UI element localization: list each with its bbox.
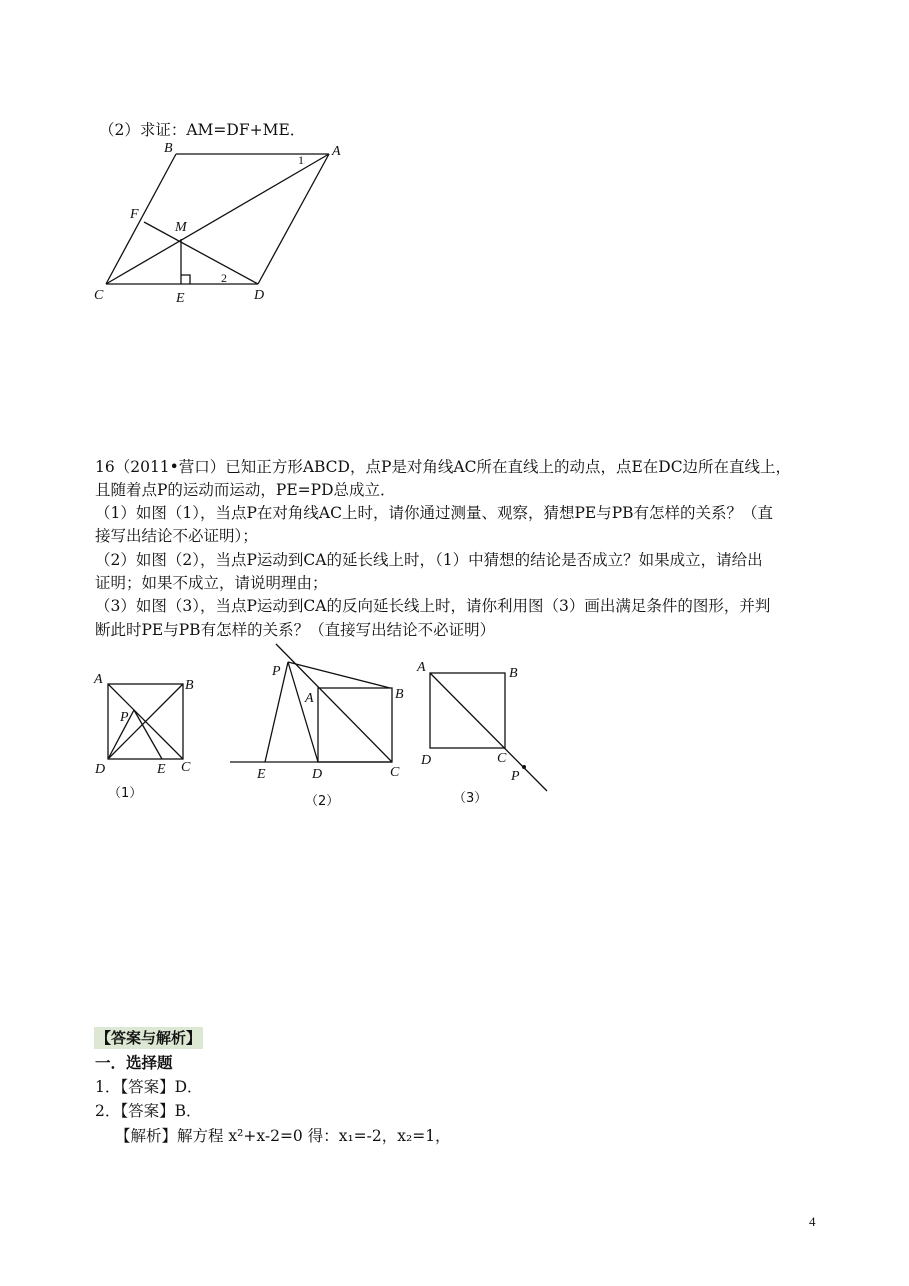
label-B: B [164,141,173,156]
fig1-label-B: B [185,678,194,693]
q16-line5: （2）如图（2），当点P运动到CA的延长线上时，（1）中猜想的结论是否成立？如果成立，请给出 [95,551,763,569]
q16-line6: 证明；如果不成立，请说明理由； [95,574,328,592]
answer-2-analysis: 【解析】解方程 x²+x-2=0 得：x₁=-2，x₂=1， [115,1127,451,1145]
fig2-label-D: D [312,767,323,782]
q15-part2-text: （2）求证：AM=DF+ME． [99,121,306,139]
fig2-label-A: A [305,691,314,706]
segment-AD [258,154,329,284]
label-2: 2 [221,271,227,285]
q16-line7: （3）如图（3），当点P运动到CA的反向延长线上时，请你利用图（3）画出满足条件的图形，并判 [95,597,771,615]
segment-FD [144,222,258,284]
q16-line8: 断此时PE与PB有怎样的关系？（直接写出结论不必证明） [95,621,496,639]
label-A: A [332,144,341,159]
q16-line3: （1）如图（1），当点P在对角线AC上时，请你通过测量、观察，猜想PE与PB有怎样的关系？（直 [95,504,774,522]
fig2-label-E: E [257,767,266,782]
fig1-label-C: C [181,760,191,775]
q16-line2: 且随着点P的运动而运动，PE=PD总成立． [95,481,396,499]
page-number: 4 [809,1214,816,1229]
fig2-label-P: P [272,664,281,679]
fig1-caption: （1） [108,786,143,801]
fig1-label-P: P [120,710,129,725]
section-heading: 一．选择题 [95,1054,173,1072]
q16-line4: 接写出结论不必证明）； [95,527,258,545]
parallelogram-figure [90,138,365,308]
label-E: E [176,291,185,306]
fig3-label-P: P [511,769,520,784]
answer-2: 2．【答案】B． [95,1102,202,1120]
label-F: F [130,207,139,222]
right-angle-mark [181,275,190,284]
answers-heading: 【答案与解析】 [96,1029,202,1047]
fig3-label-D: D [421,753,432,768]
fig2-caption: （2） [305,794,340,809]
fig2-label-C: C [390,765,400,780]
square-figure-1 [90,665,200,810]
answer-1: 1．【答案】D． [95,1078,203,1096]
label-C: C [94,288,104,303]
fig2-label-B: B [395,687,404,702]
square-figure-2 [230,642,410,842]
fig1-label-E: E [157,762,166,777]
label-M: M [175,220,187,235]
fig1-label-D: D [95,762,106,777]
segment-CA [106,154,329,284]
square-figure-3 [415,655,555,840]
fig3-label-C: C [497,751,507,766]
segment-BC [106,154,176,284]
fig3-label-A: A [417,660,426,675]
q16-line1: 16（2011•营口）已知正方形ABCD，点P是对角线AC所在直线上的动点，点E在DC边所在直线上， [95,458,792,476]
label-1: 1 [298,153,304,167]
label-D: D [254,288,265,303]
fig3-label-B: B [509,666,518,681]
fig3-caption: （3） [453,791,488,806]
fig1-label-A: A [94,672,103,687]
